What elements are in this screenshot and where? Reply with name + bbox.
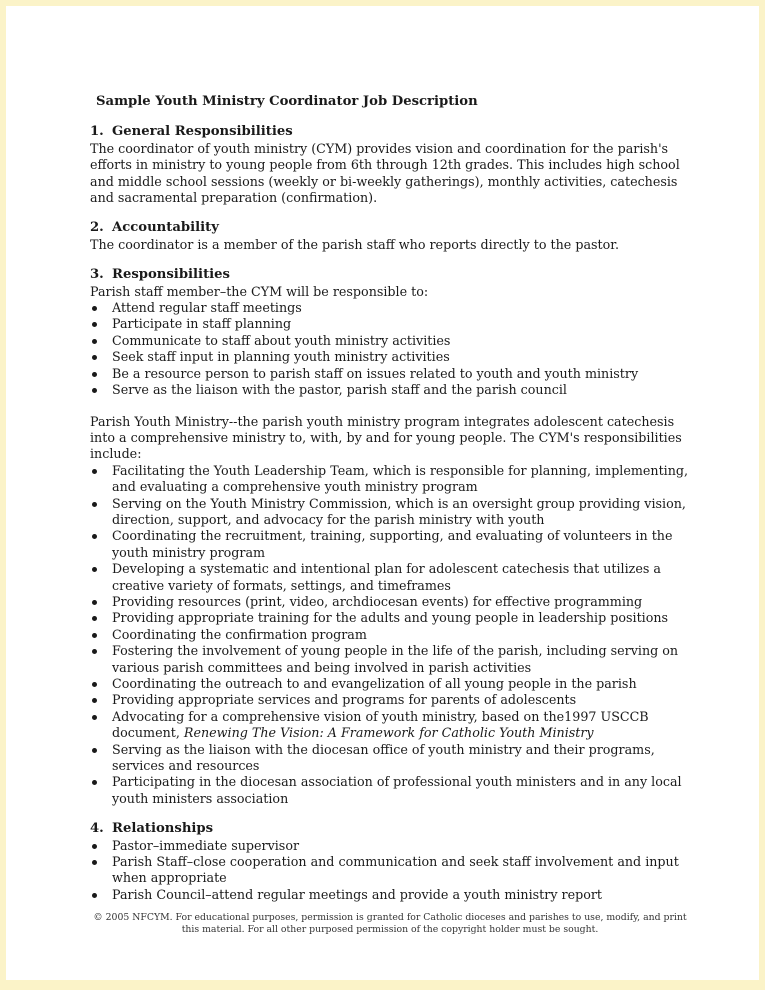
list-item: Providing resources (print, video, archdiocesan events) for effective programming [90, 594, 690, 610]
list-item: Developing a systematic and intentional plan for adolescent catechesis that utilizes a creative variety of formats, settings, and timeframes [90, 561, 690, 594]
list-item: Be a resource person to parish staff on issues related to youth and youth ministry [90, 366, 690, 382]
bullet-icon [90, 774, 112, 807]
bullet-icon [90, 887, 112, 903]
section-number: 3. [90, 267, 104, 283]
list-item: Seek staff input in planning youth ministry activities [90, 349, 690, 365]
list-item: Providing appropriate services and programs for parents of adolescents [90, 692, 690, 708]
list-item: Fostering the involvement of young people in the life of the parish, including serving on various parish committees and being involved in parish activities [90, 643, 690, 676]
section-text: The coordinator of youth ministry (CYM) provides vision and coordination for the parish's efforts in ministry to young people from 6th through 12th grades. This includes high school and middle school sessions (weekly or bi-weekly gatherings), monthly activities, catechesis and sacramental preparation (confirmation). [90, 140, 680, 206]
paragraph-gap [90, 399, 690, 414]
list-item: Parish Staff–close cooperation and communication and seek staff involvement and input when appropriate [90, 854, 690, 887]
section-heading [90, 267, 690, 283]
list-item: Serving as the liaison with the diocesan office of youth ministry and their programs, services and resources [90, 742, 690, 775]
list-item: Serve as the liaison with the pastor, parish staff and the parish council [90, 382, 690, 398]
section-number: 4. [90, 821, 104, 837]
list-item: Coordinating the outreach to and evangelization of all young people in the parish [90, 676, 690, 692]
section-relationships [90, 821, 690, 903]
document-body [90, 94, 690, 917]
section-number: 1. [90, 124, 104, 140]
section-responsibilities [90, 267, 690, 807]
list-item: Participate in staff planning [90, 316, 690, 332]
section-number: 2. [90, 220, 104, 236]
bullet-icon [90, 382, 112, 398]
bullet-icon [90, 838, 112, 854]
staff-responsibilities-list [90, 300, 690, 398]
bullet-icon [90, 496, 112, 529]
ministry-intro: Parish Youth Ministry--the parish youth ministry program integrates adolescent catechesis into a comprehensive ministry to, with, by and for young people. The CYM's responsibilities include: [90, 413, 682, 462]
section-accountability [90, 220, 690, 253]
list-item: Attend regular staff meetings [90, 300, 690, 316]
bullet-icon [90, 300, 112, 316]
bullet-icon [90, 676, 112, 692]
copyright-footer: © 2005 NFCYM. For educational purposes, permission is granted for Catholic dioceses and parishes to use, modify, and print this material. For all other purposed permission of the copyright holder must be sought. [93, 912, 687, 935]
list-item: Participating in the diocesan association of professional youth ministers and in any local youth ministers association [90, 774, 690, 807]
bullet-icon [90, 561, 112, 594]
bullet-icon [90, 366, 112, 382]
section-title: Responsibilities [112, 267, 230, 283]
list-item: Serving on the Youth Ministry Commission, which is an oversight group providing vision, direction, support, and advocacy for the parish ministry with youth [90, 496, 690, 529]
bullet-icon [90, 854, 112, 887]
bullet-icon [90, 349, 112, 365]
bullet-icon [90, 709, 112, 742]
bullet-icon [90, 692, 112, 708]
section-heading [90, 821, 690, 837]
bullet-icon [90, 316, 112, 332]
ministry-responsibilities-list [90, 463, 690, 808]
bullet-icon [90, 627, 112, 643]
bullet-icon [90, 463, 112, 496]
document-title: Sample Youth Ministry Coordinator Job Description [96, 94, 478, 109]
staff-intro: Parish staff member–the CYM will be responsible to: [90, 283, 429, 299]
list-item: Providing appropriate training for the adults and young people in leadership positions [90, 610, 690, 626]
list-item [90, 709, 690, 742]
advocating-text: Advocating for a comprehensive vision of youth ministry, based on the1997 USCCB document, [112, 708, 649, 741]
list-item: Communicate to staff about youth ministry activities [90, 333, 690, 349]
section-heading [90, 220, 690, 236]
list-item: Coordinating the recruitment, training, supporting, and evaluating of volunteers in the youth ministry program [90, 528, 690, 561]
document-citation: Renewing The Vision: A Framework for Catholic Youth Ministry [183, 725, 594, 741]
list-item: Pastor–immediate supervisor [90, 838, 690, 854]
bullet-icon [90, 643, 112, 676]
bullet-icon [90, 610, 112, 626]
bullet-icon [90, 594, 112, 610]
list-item: Facilitating the Youth Leadership Team, which is responsible for planning, implementing, and evaluating a comprehensive youth ministry program [90, 463, 690, 496]
section-title: Relationships [112, 821, 214, 837]
bullet-icon [90, 742, 112, 775]
bullet-icon [90, 528, 112, 561]
section-general-responsibilities [90, 124, 690, 206]
section-heading [90, 124, 690, 140]
section-title: Accountability [112, 220, 219, 236]
section-text: The coordinator is a member of the parish staff who reports directly to the pastor. [90, 236, 619, 252]
section-title: General Responsibilities [112, 124, 293, 140]
bullet-icon [90, 333, 112, 349]
list-item: Coordinating the confirmation program [90, 627, 690, 643]
relationships-list [90, 838, 690, 904]
list-item: Parish Council–attend regular meetings and provide a youth ministry report [90, 887, 690, 903]
